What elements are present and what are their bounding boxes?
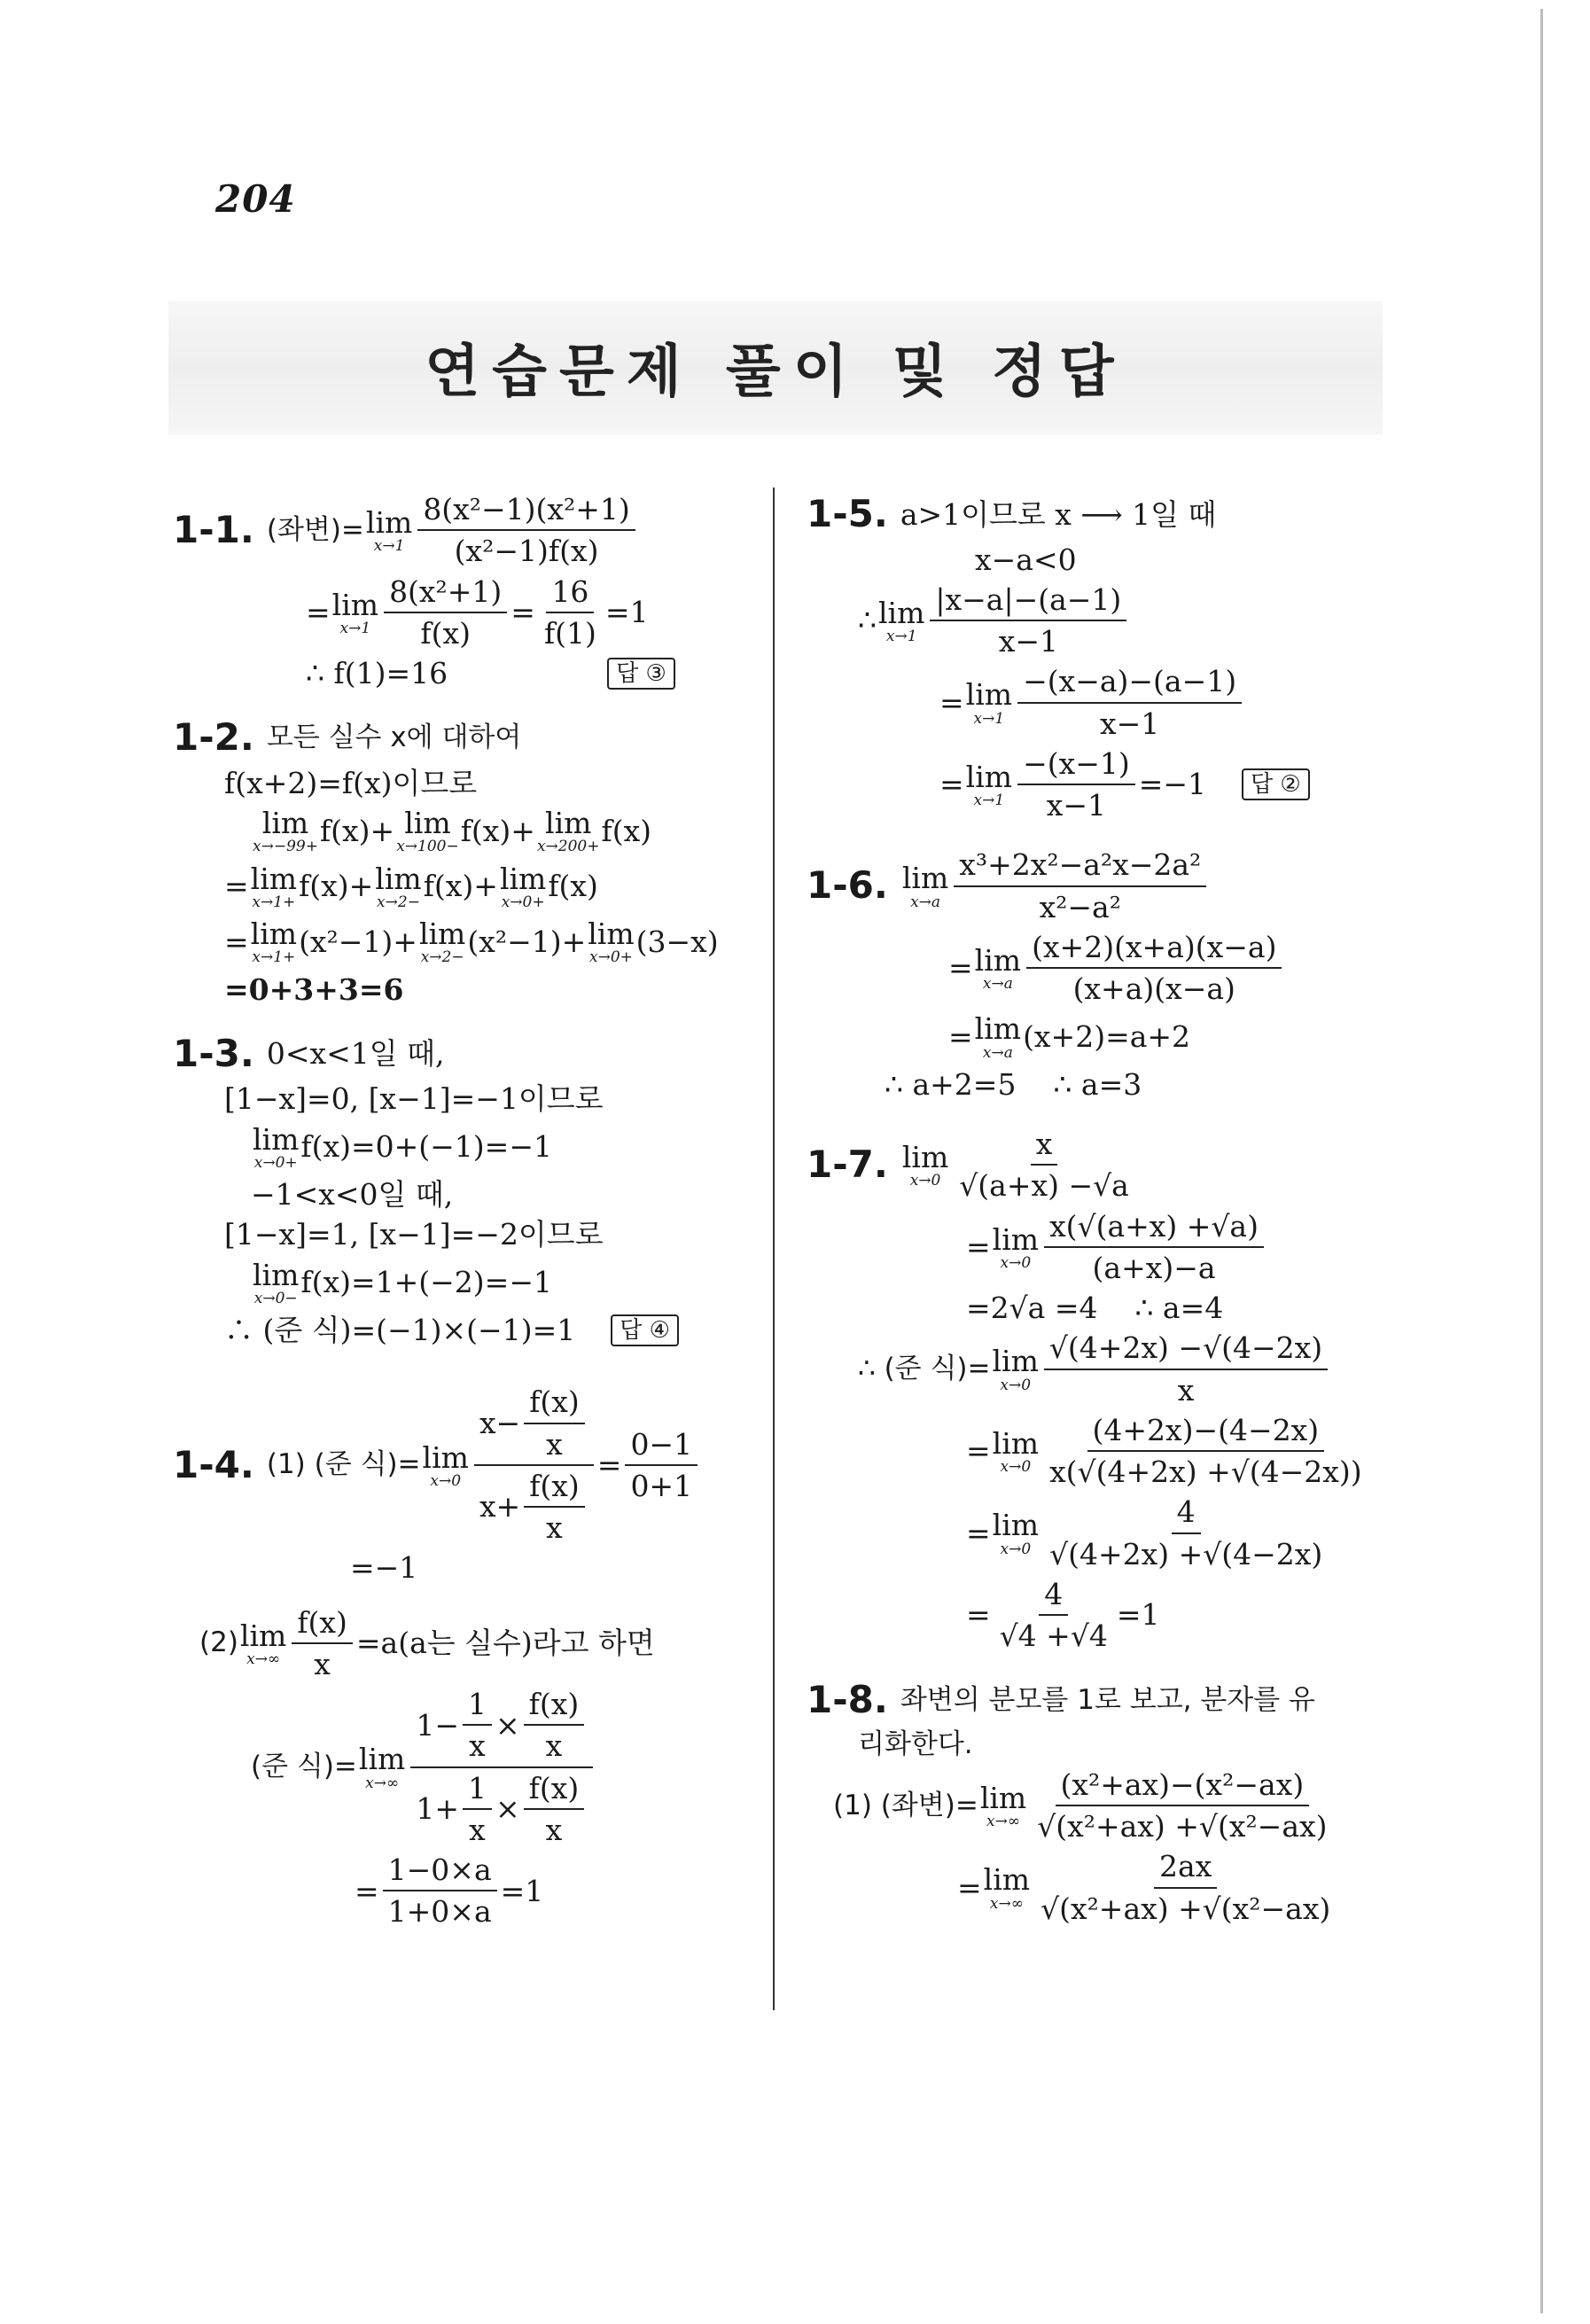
lim-sub: x→1 [373, 537, 405, 556]
lim-sub: x→1+ [252, 893, 296, 911]
fraction [625, 1426, 698, 1505]
limit [359, 1741, 405, 1793]
lim-word: lim [965, 677, 1013, 713]
fraction [292, 1604, 353, 1683]
denominator: (x²−1)f(x) [454, 534, 599, 569]
lim-sub: x→0 [430, 1471, 462, 1490]
problem-number: 1-2. [173, 715, 254, 760]
lim-word: lim [375, 861, 422, 896]
times: × [495, 1791, 520, 1827]
fraction [1035, 1848, 1336, 1927]
limit [902, 1139, 948, 1191]
line: =2√a =4 ∴ a=4 [966, 1291, 1224, 1325]
denominator: √(x²+ax) +√(x²−ax) [1041, 1891, 1331, 1926]
term: 1+ [416, 1791, 459, 1827]
limit [975, 1010, 1021, 1063]
lim-sub: x→0− [253, 1289, 298, 1307]
lim-sub: x→0+ [253, 1153, 298, 1172]
term: (x²−1)+ [299, 924, 417, 959]
limit [984, 1861, 1030, 1914]
numerator: −(x−1) [1017, 745, 1135, 785]
lim-sub: x→1 [973, 709, 1005, 728]
lim-word: lim [261, 806, 309, 840]
denominator: 0+1 [630, 1468, 693, 1503]
numerator: |x−a|−(a−1) [930, 581, 1126, 621]
lim-sub: x→200+ [536, 838, 600, 856]
numerator: f(x) [524, 1686, 585, 1726]
lim-word: lim [239, 1618, 287, 1653]
denominator: x [546, 1510, 563, 1545]
denominator: x−1 [998, 624, 1058, 659]
problem-number: 1-7. [807, 1143, 888, 1186]
lim-sub: x→1 [973, 792, 1005, 809]
denominator: √(x²+ax) +√(x²−ax) [1037, 1809, 1328, 1844]
denominator: x [546, 1426, 563, 1462]
line: f(x+2)=f(x)이므로 [224, 765, 478, 800]
line: a>1이므로 x ⟶ 1일 때 [900, 496, 1217, 532]
lim-sub: x→∞ [246, 1649, 281, 1668]
limit [966, 759, 1012, 811]
lim-word: lim [253, 1121, 300, 1157]
column-divider [773, 487, 775, 2010]
conclusion: ∴ (준 식)=(−1)×(−1)=1 [224, 1313, 576, 1347]
numerator: f(x) [524, 1468, 585, 1508]
denominator: x [469, 1728, 486, 1764]
numerator: (4+2x)−(4−2x) [1087, 1412, 1325, 1452]
fraction [954, 846, 1206, 925]
result: =1 [1116, 1597, 1160, 1633]
denominator: x²−a² [1039, 889, 1121, 924]
conclusion: ∴ f(1)=16 [306, 656, 448, 690]
fraction [463, 1770, 492, 1849]
lim-word: lim [992, 1508, 1040, 1543]
line: −1<x<0일 때, [251, 1177, 454, 1212]
lim-sub: x→a [982, 975, 1013, 993]
term: x− [479, 1405, 521, 1440]
fraction [524, 1468, 585, 1547]
answer-badge: 답 ③ [607, 658, 675, 690]
equals: = [966, 1433, 991, 1469]
lim-word: lim [250, 916, 298, 951]
intro-text: 모든 실수 x에 대하여 [266, 721, 522, 754]
lim-word: lim [588, 916, 635, 951]
lim-word: lim [418, 916, 466, 951]
fraction [463, 1686, 492, 1765]
result: =−1 [1138, 767, 1207, 802]
lim-sub: x→2− [420, 948, 464, 967]
line: 리화한다. [858, 1728, 973, 1761]
equals: = [306, 595, 331, 630]
limit [366, 504, 412, 557]
lim-sub: x→0 [1000, 1376, 1032, 1394]
numerator: (x²+ax)−(x²−ax) [1056, 1766, 1310, 1806]
equals: = [939, 767, 964, 802]
result: =1 [500, 1873, 544, 1908]
numerator: x³+2x²−a²x−2a² [954, 846, 1206, 886]
problem-number: 1-8. [807, 1678, 888, 1722]
numerator: 4 [1172, 1493, 1201, 1533]
fraction [1044, 1493, 1328, 1572]
lim-sub: x→1 [339, 619, 371, 637]
numerator: 16 [546, 573, 594, 613]
lim-sub: x→∞ [986, 1813, 1021, 1830]
term: f(x)+ [460, 813, 535, 848]
fraction [1032, 1766, 1332, 1845]
lim-word: lim [992, 1344, 1039, 1379]
term: f(x) [548, 869, 598, 904]
problem-1-3 [173, 1031, 758, 1349]
numerator: f(x) [524, 1770, 585, 1810]
lim-sub: x→1 [885, 628, 917, 645]
denominator [474, 1466, 594, 1547]
lim-word: lim [965, 759, 1013, 794]
denominator: x−1 [1046, 788, 1107, 823]
lim-word: lim [992, 1425, 1040, 1461]
lim-word: lim [545, 806, 592, 840]
fraction [524, 1686, 585, 1765]
problem-number: 1-1. [173, 508, 254, 551]
limit [251, 861, 297, 913]
line: [1−x]=0, [x−1]=−1이므로 [224, 1081, 604, 1117]
fraction [524, 1770, 585, 1849]
numerator: f(x) [524, 1384, 585, 1423]
problem-1-7 [807, 1126, 1391, 1654]
denominator: f(1) [543, 615, 596, 651]
numerator [474, 1384, 594, 1466]
lim-word: lim [979, 1780, 1027, 1815]
problem-number: 1-4. [173, 1442, 254, 1486]
conclusion: ∴ a+2=5 ∴ a=3 [885, 1066, 1142, 1102]
lim-sub: x→a [910, 893, 941, 911]
term: 1− [416, 1707, 459, 1743]
lim-word: lim [901, 861, 949, 896]
numerator: √(4+2x) −√(4−2x) [1044, 1330, 1328, 1369]
limit [253, 1257, 299, 1309]
term: =a(a는 실수)라고 하면 [355, 1626, 655, 1661]
limit [993, 1507, 1039, 1559]
lim-word: lim [365, 505, 413, 540]
fraction [417, 491, 635, 570]
numerator: f(x) [292, 1604, 353, 1644]
limit [253, 805, 318, 857]
problem-number: 1-5. [807, 492, 888, 535]
denominator: x(√(4+2x) +√(4−2x)) [1049, 1454, 1362, 1489]
fraction [1044, 1330, 1328, 1408]
equals: = [966, 1597, 991, 1633]
limit [251, 916, 297, 968]
numerator: x(√(a+x) +√a) [1044, 1208, 1264, 1248]
denominator: x [314, 1646, 331, 1681]
limit [975, 942, 1021, 994]
numerator: 1 [463, 1686, 492, 1726]
denominator: √(a+x) −√a [959, 1168, 1129, 1204]
numerator: 1 [463, 1770, 492, 1810]
right-column [807, 487, 1391, 1950]
line: 좌변의 분모를 1로 보고, 분자를 유 [900, 1684, 1315, 1717]
limit [253, 1121, 299, 1174]
answer-badge: 답 ② [1242, 768, 1310, 800]
binding-edge [1540, 9, 1543, 2313]
denominator: (a+x)−a [1092, 1250, 1216, 1285]
limit [966, 676, 1012, 729]
term: f(x)=0+(−1)=−1 [300, 1129, 552, 1165]
result: =−1 [350, 1550, 418, 1586]
numerator: 1−0×a [383, 1852, 497, 1891]
limit [878, 595, 924, 647]
lim-word: lim [983, 1862, 1031, 1898]
part-label: (1) (준 식)= [266, 1448, 421, 1481]
denominator: x [545, 1728, 563, 1764]
fraction [384, 573, 507, 652]
limit [396, 805, 459, 857]
numerator: (x+2)(x+a)(x−a) [1026, 929, 1282, 969]
lim-word: lim [331, 587, 379, 622]
lhs-label: (준 식)= [251, 1751, 357, 1783]
result: =1 [604, 595, 649, 630]
denominator: f(x) [420, 615, 471, 651]
lim-sub: x→∞ [989, 1894, 1024, 1913]
line: x−a<0 [975, 542, 1077, 577]
equals: = [966, 1229, 991, 1265]
lim-word: lim [974, 1011, 1022, 1047]
compound-fraction [474, 1384, 594, 1546]
left-column [173, 487, 758, 1954]
denominator: √(4+2x) +√(4−2x) [1049, 1536, 1323, 1571]
numerator: 0−1 [625, 1426, 698, 1466]
term: (3−x) [635, 924, 719, 959]
fraction [524, 1384, 585, 1462]
limit [902, 860, 948, 912]
page-title: 연습문제 풀이 및 정답 [425, 339, 1126, 405]
problem-1-5 [807, 491, 1391, 823]
lim-sub: x→1+ [252, 948, 296, 967]
limit [537, 805, 600, 857]
equals: = [596, 1447, 622, 1483]
page-number: 204 [215, 177, 296, 221]
fraction [383, 1852, 497, 1930]
lim-word: lim [253, 1257, 300, 1292]
denominator: (x+a)(x−a) [1072, 971, 1235, 1006]
limit [993, 1425, 1039, 1478]
equals: = [948, 950, 973, 986]
equals: = [957, 1869, 982, 1905]
denominator: x [545, 1812, 563, 1847]
limit [423, 1439, 469, 1492]
compound-fraction [410, 1686, 593, 1848]
lim-sub: x→0+ [589, 948, 633, 967]
lim-word: lim [499, 861, 547, 896]
denominator: 1+0×a [387, 1894, 492, 1930]
problem-number: 1-3. [173, 1031, 254, 1075]
fraction [930, 581, 1126, 660]
problem-1-8 [807, 1677, 1391, 1927]
line: [1−x]=1, [x−1]=−2이므로 [224, 1217, 604, 1252]
limit [419, 916, 465, 968]
lhs-label: (좌변)= [266, 513, 364, 546]
fraction [1017, 745, 1135, 824]
times: × [495, 1707, 520, 1743]
fraction [1044, 1208, 1264, 1287]
term: f(x) [601, 813, 652, 848]
limit [240, 1618, 286, 1670]
lim-word: lim [404, 806, 451, 840]
problem-1-1 [173, 491, 758, 691]
numerator: 4 [1039, 1576, 1068, 1616]
limit [980, 1780, 1026, 1832]
lim-sub: x→0 [1000, 1458, 1032, 1476]
equals: = [511, 595, 535, 630]
term: f(x)=1+(−2)=−1 [300, 1265, 552, 1300]
lim-word: lim [974, 942, 1022, 978]
limit [375, 861, 421, 913]
numerator: 8(x²−1)(x²+1) [417, 491, 635, 531]
lim-sub: x→0 [909, 1172, 941, 1190]
lim-word: lim [992, 1221, 1040, 1257]
answer-badge: 답 ④ [611, 1314, 679, 1346]
lim-word: lim [901, 1140, 949, 1174]
lim-word: lim [878, 595, 925, 630]
fraction [994, 1576, 1113, 1655]
fraction [539, 573, 602, 652]
line: 0<x<1일 때, [266, 1036, 445, 1072]
result: =0+3+3=6 [224, 971, 404, 1007]
limit [993, 1343, 1039, 1395]
numerator: x [1031, 1126, 1058, 1166]
term: x+ [479, 1489, 521, 1525]
problem-number: 1-6. [807, 863, 888, 908]
denominator: x [1177, 1372, 1195, 1408]
limit [500, 861, 546, 913]
term: f(x)+ [423, 869, 498, 904]
fraction [954, 1126, 1134, 1205]
lim-word: lim [250, 861, 298, 896]
lim-word: lim [358, 1742, 406, 1777]
lim-sub: x→a [982, 1043, 1013, 1062]
lim-word: lim [422, 1439, 469, 1475]
equals: = [939, 684, 964, 720]
denominator: x−1 [1099, 706, 1160, 741]
numerator: 8(x²+1) [384, 573, 507, 613]
limit [332, 587, 378, 639]
fraction [1026, 929, 1282, 1008]
numerator: 2ax [1154, 1848, 1217, 1888]
fraction [1044, 1412, 1368, 1491]
numerator: −(x−a)−(a−1) [1017, 663, 1242, 703]
problem-1-4 [173, 1384, 758, 1930]
part-label: (2) [199, 1626, 238, 1659]
lim-sub: x→−99+ [253, 838, 318, 856]
lim-sub: x→0+ [501, 893, 545, 911]
denominator: x [469, 1812, 486, 1847]
denominator: √4 +√4 [999, 1618, 1108, 1653]
equals: = [224, 924, 249, 959]
limit [588, 916, 634, 968]
term: (x²−1)+ [467, 924, 587, 959]
title-band [168, 301, 1383, 434]
lhs-label: ∴ (준 식)= [858, 1353, 991, 1385]
lim-sub: x→0 [1000, 1253, 1032, 1272]
term: (x+2)=a+2 [1023, 1018, 1191, 1054]
term: f(x)+ [319, 813, 395, 848]
lim-sub: x→0 [1000, 1540, 1032, 1558]
lim-sub: x→2− [377, 893, 420, 911]
lim-sub: x→∞ [365, 1774, 400, 1792]
lim-sub: x→100− [396, 838, 459, 856]
lhs-label: (1) (좌변)= [833, 1789, 978, 1821]
problem-1-2 [173, 714, 758, 1008]
denominator [410, 1768, 593, 1849]
numerator [410, 1686, 593, 1768]
term: f(x)+ [299, 869, 374, 904]
fraction [1017, 663, 1242, 742]
equals: = [966, 1515, 991, 1550]
equals: = [224, 869, 249, 904]
equals: = [355, 1873, 379, 1908]
therefore: ∴ [858, 603, 877, 638]
problem-1-6 [807, 846, 1391, 1103]
equals: = [948, 1018, 973, 1054]
limit [993, 1221, 1039, 1274]
